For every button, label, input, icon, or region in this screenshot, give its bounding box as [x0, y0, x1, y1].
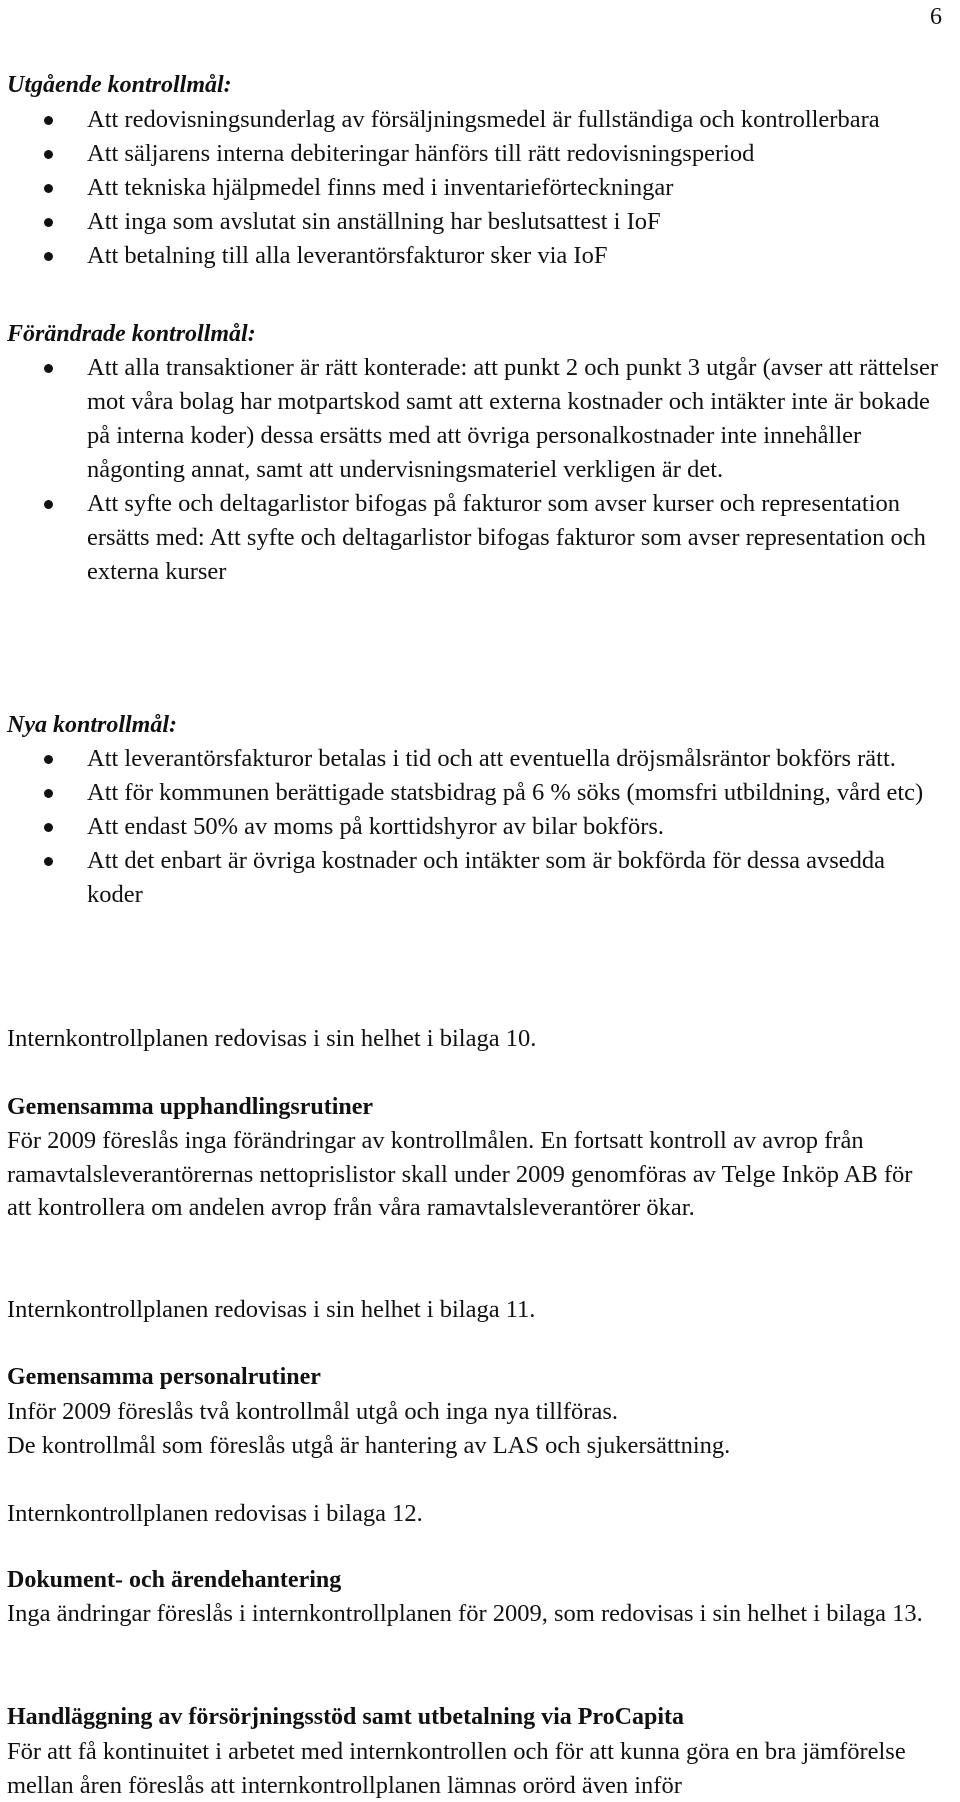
list-item: Att inga som avslutat sin anställning har beslutsattest i IoF: [0, 205, 960, 239]
heading-changed-goals: Förändrade kontrollmål:: [7, 321, 256, 347]
heading-outgoing-goals: Utgående kontrollmål:: [7, 72, 232, 98]
list-item: Att det enbart är övriga kostnader och intäkter som är bokförda för dessa avsedda koder: [0, 844, 960, 912]
paragraph-appendix-11: Internkontrollplanen redovisas i sin helhet i bilaga 11.: [7, 1296, 536, 1323]
list-item: Att tekniska hjälpmedel finns med i inventarieförteckningar: [0, 171, 960, 205]
list-item: Att redovisningsunderlag av försäljningsmedel är fullständiga och kontrollerbara: [0, 103, 960, 137]
changed-goals-list: [0, 351, 960, 589]
new-goals-list: [0, 742, 960, 912]
paragraph-procapita: För att få kontinuitet i arbetet med internkontrollen och för att kunna göra en bra jämförelse mellan åren föreslås att internkontrollplanen lämnas orörd även inför: [7, 1738, 906, 1799]
paragraph-appendix-12: Internkontrollplanen redovisas i bilaga 12.: [7, 1500, 423, 1527]
paragraph-procurement: För 2009 föreslås inga förändringar av kontrollmålen. En fortsatt kontroll av avrop från ramavtalsleverantörernas nettoprislistor skall under 2009 genomföras av Telge Inköp AB för att kontrollera om andelen avrop från våra ramavtalsleverantörer ökar.: [7, 1127, 913, 1221]
outgoing-goals-list: [0, 103, 960, 273]
list-item: Att leverantörsfakturor betalas i tid och att eventuella dröjsmålsräntor bokförs rätt.: [0, 742, 960, 776]
paragraph-personnel-2: De kontrollmål som föreslås utgå är hantering av LAS och sjukersättning.: [7, 1432, 731, 1459]
list-item: Att syfte och deltagarlistor bifogas på fakturor som avser kurser och representation ersätts med: Att syfte och deltagarlistor bifogas fakturor som avser representation och externa kurser: [0, 487, 960, 589]
heading-procapita: Handläggning av försörjningsstöd samt utbetalning via ProCapita: [7, 1704, 684, 1730]
page-number: 6: [930, 4, 942, 30]
list-item: Att säljarens interna debiteringar hänförs till rätt redovisningsperiod: [0, 137, 960, 171]
heading-new-goals: Nya kontrollmål:: [7, 712, 178, 738]
paragraph-personnel-1: Inför 2009 föreslås två kontrollmål utgå och inga nya tillföras.: [7, 1398, 618, 1425]
list-item: Att alla transaktioner är rätt konterade: att punkt 2 och punkt 3 utgår (avser att rättelser mot våra bolag har motpartskod samt att externa kostnader och intäkter inte är bokade på interna koder) dessa ersätts med att övriga personalkostnader inte innehåller någonting annat, samt att undervisningsmateriel verkligen är det.: [0, 351, 960, 487]
heading-documents: Dokument- och ärendehantering: [7, 1567, 342, 1593]
paragraph-appendix-10: Internkontrollplanen redovisas i sin helhet i bilaga 10.: [7, 1025, 537, 1052]
list-item: Att betalning till alla leverantörsfakturor sker via IoF: [0, 239, 960, 273]
list-item: Att för kommunen berättigade statsbidrag på 6 % söks (momsfri utbildning, vård etc): [0, 776, 960, 810]
paragraph-documents: Inga ändringar föreslås i internkontrollplanen för 2009, som redovisas i sin helhet i bilaga 13.: [7, 1600, 923, 1627]
list-item: Att endast 50% av moms på korttidshyror av bilar bokförs.: [0, 810, 960, 844]
heading-personnel: Gemensamma personalrutiner: [7, 1364, 321, 1390]
heading-procurement: Gemensamma upphandlingsrutiner: [7, 1094, 374, 1120]
